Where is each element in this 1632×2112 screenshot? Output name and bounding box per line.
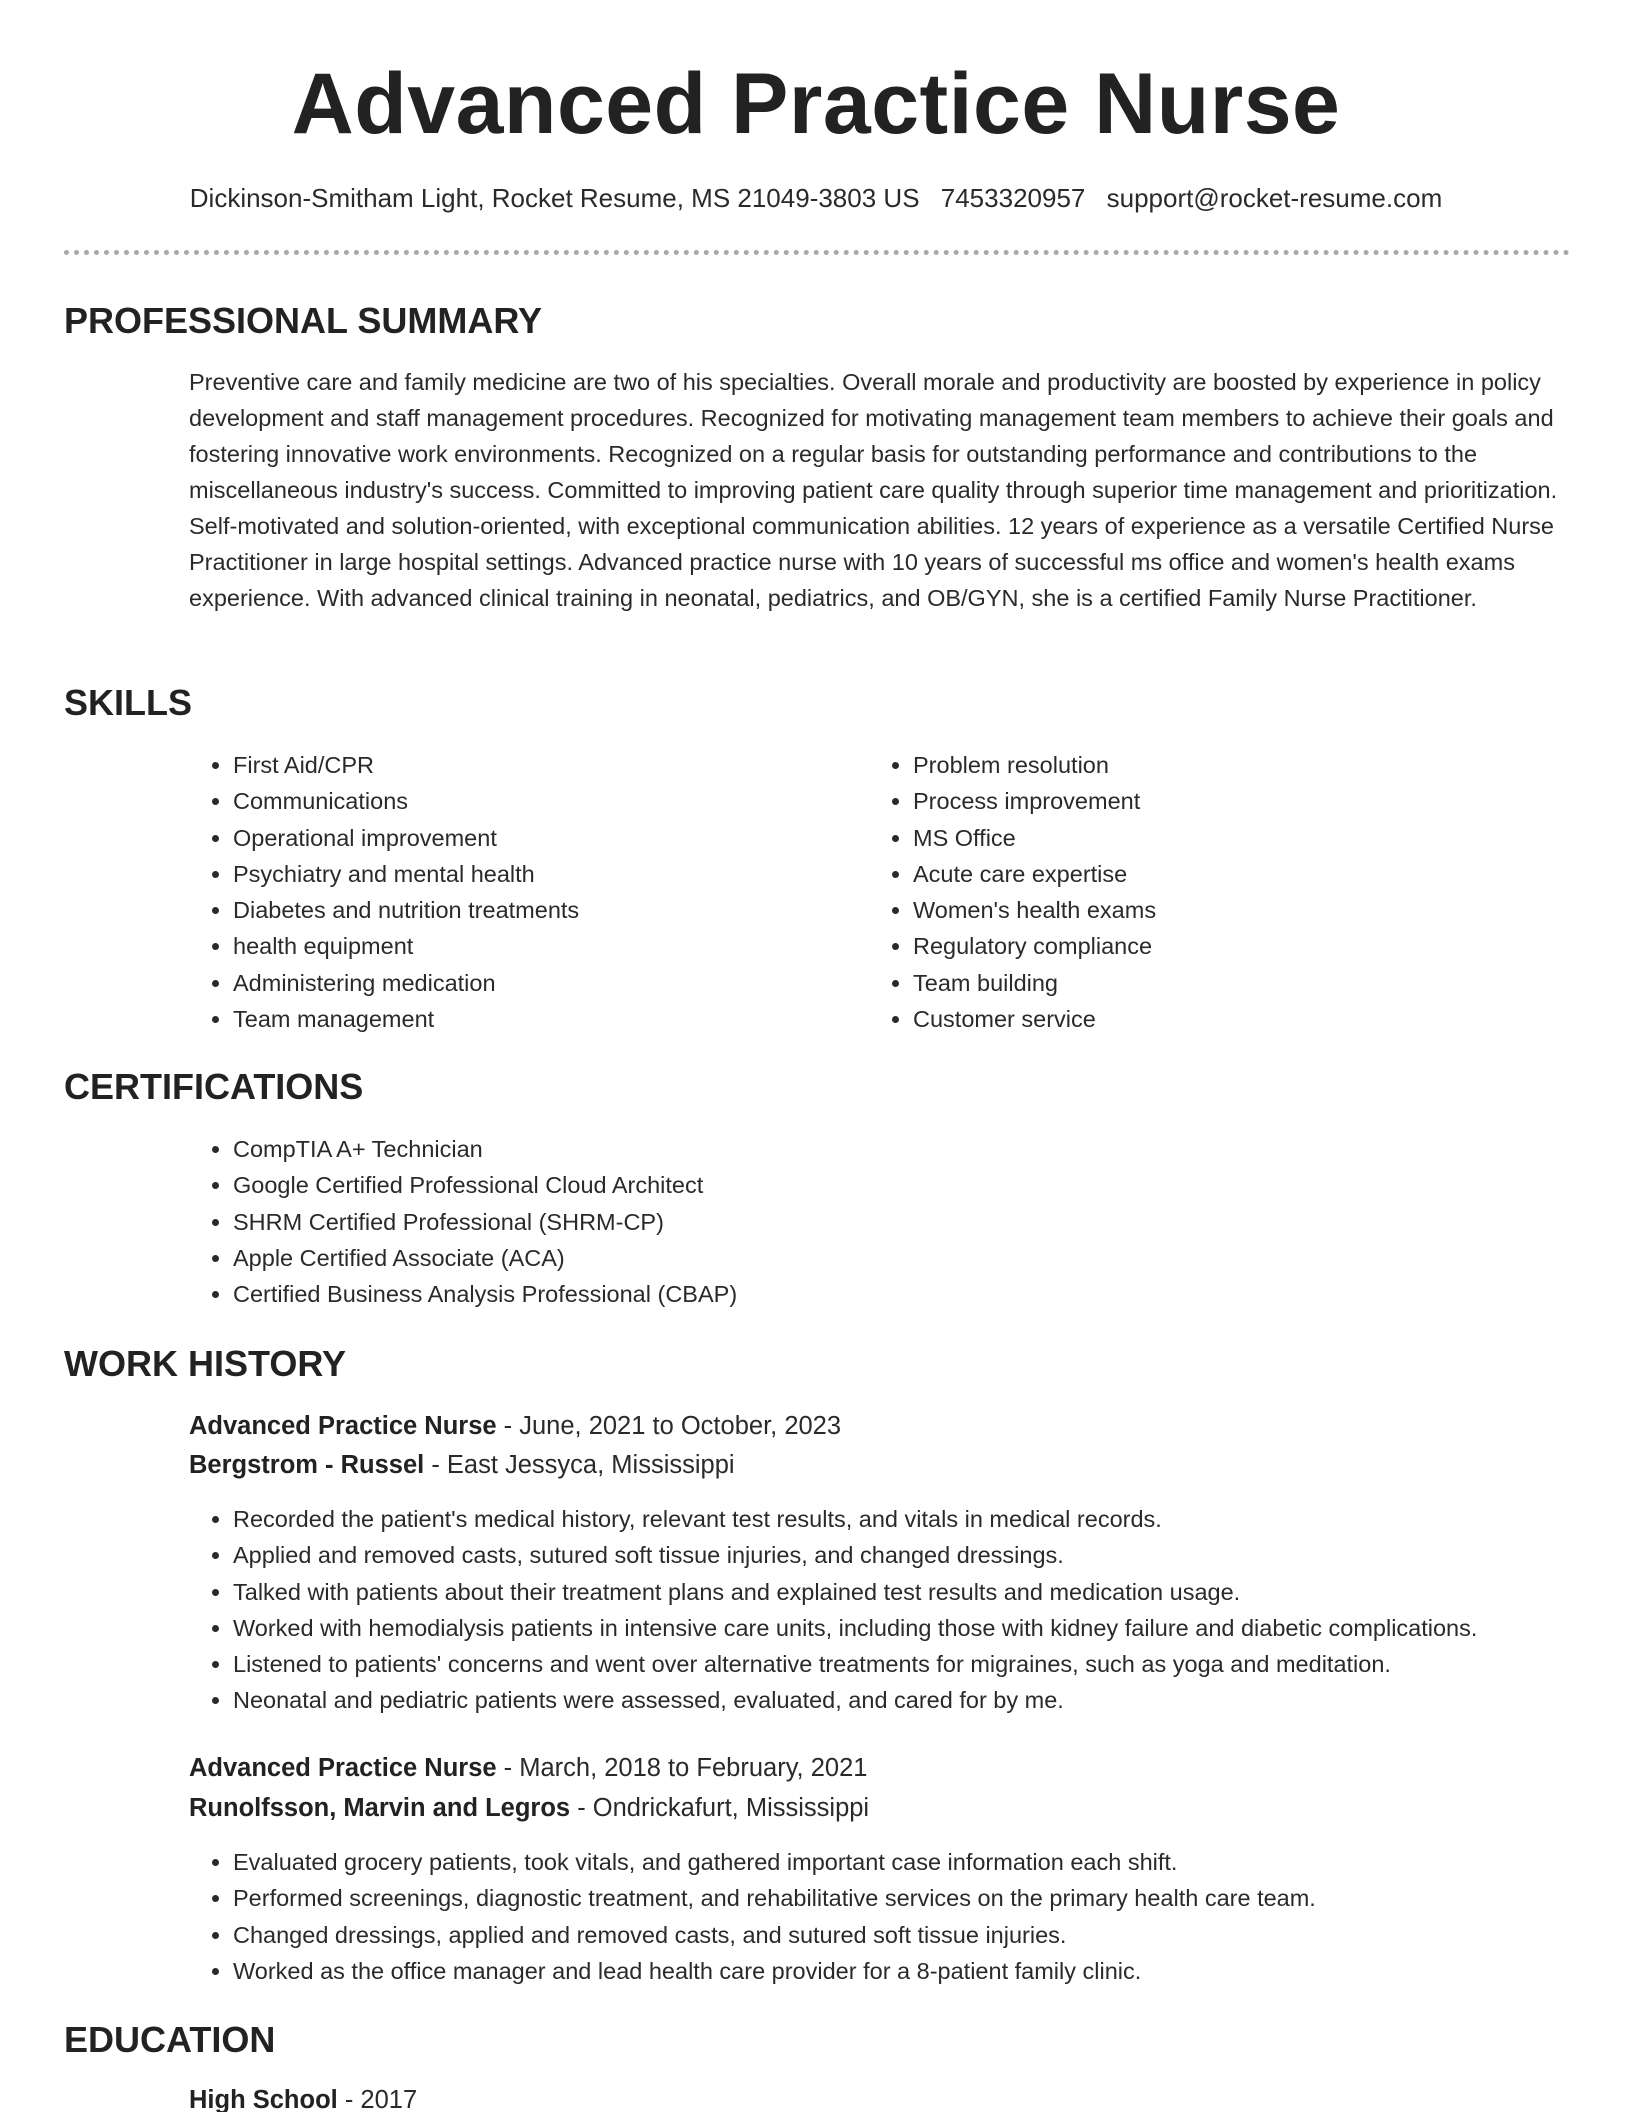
job-2-role: Advanced Practice Nurse	[189, 1754, 497, 1782]
education-year: - 2017	[337, 2086, 418, 2112]
list-item: • Worked with hemodialysis patients in intensive care units, including those with kidney failure and diabetic complications.	[233, 1610, 1632, 1646]
list-item: • Recorded the patient's medical history, relevant test results, and vitals in medical records.	[233, 1501, 1632, 1537]
contact-email[interactable]: support@rocket-resume.com	[1106, 183, 1443, 213]
list-item: • Operational improvement	[233, 820, 853, 856]
job-2-company: Runolfsson, Marvin and Legros	[189, 1794, 571, 1822]
list-item: • Process improvement	[913, 783, 1593, 819]
work-history-heading: WORK HISTORY	[64, 1343, 347, 1384]
contact-address: Dickinson-Smitham Light, Rocket Resume, MS 21049-3803 US	[189, 183, 920, 213]
skills-list-left	[189, 747, 853, 1037]
list-item: • Problem resolution	[913, 747, 1593, 783]
list-item: • Performed screenings, diagnostic treatment, and rehabilitative services on the primary health care team.	[233, 1880, 1632, 1916]
job-1-title-line	[189, 1407, 841, 1445]
job-2-bullets	[189, 1844, 1632, 1989]
job-1-role: Advanced Practice Nurse	[189, 1412, 497, 1440]
list-item: • Customer service	[913, 1001, 1593, 1037]
list-item: • Google Certified Professional Cloud Architect	[233, 1167, 1533, 1203]
list-item: • Communications	[233, 783, 853, 819]
list-item: • Diabetes and nutrition treatments	[233, 892, 853, 928]
list-item: • Certified Business Analysis Professional (CBAP)	[233, 1276, 1533, 1312]
skills-list-right	[869, 747, 1593, 1037]
skills-heading: SKILLS	[64, 682, 193, 723]
job-1-company: Bergstrom - Russel	[189, 1451, 425, 1479]
job-1-dates: - June, 2021 to October, 2023	[496, 1412, 842, 1440]
list-item: • Team management	[233, 1001, 853, 1037]
list-item: • Changed dressings, applied and removed casts, and sutured soft tissue injuries.	[233, 1917, 1632, 1953]
list-item: • Administering medication	[233, 965, 853, 1001]
list-item: • Team building	[913, 965, 1593, 1001]
list-item: • Talked with patients about their treatment plans and explained test results and medication usage.	[233, 1574, 1632, 1610]
list-item: • Regulatory compliance	[913, 928, 1593, 964]
job-2-dates: - March, 2018 to February, 2021	[496, 1754, 868, 1782]
list-item: • Psychiatry and mental health	[233, 856, 853, 892]
contact-line	[0, 180, 1632, 216]
list-item: • health equipment	[233, 928, 853, 964]
education-school: High School	[189, 2086, 338, 2112]
list-item: • Listened to patients' concerns and went over alternative treatments for migraines, such as yoga and meditation.	[233, 1646, 1632, 1682]
job-2-company-line	[189, 1789, 869, 1827]
job-1-company-line	[189, 1446, 735, 1484]
list-item: • Worked as the office manager and lead health care provider for a 8-patient family clinic.	[233, 1953, 1632, 1989]
job-1-location: - East Jessyca, Mississippi	[424, 1451, 735, 1479]
list-item: • CompTIA A+ Technician	[233, 1131, 1533, 1167]
candidate-name: Advanced Practice Nurse	[291, 56, 1341, 152]
list-item: • Neonatal and pediatric patients were assessed, evaluated, and cared for by me.	[233, 1682, 1632, 1718]
job-2-title-line	[189, 1749, 867, 1787]
certifications-list	[189, 1131, 1533, 1312]
job-2-location: - Ondrickafurt, Mississippi	[570, 1794, 870, 1822]
list-item: • MS Office	[913, 820, 1593, 856]
summary-text: Preventive care and family medicine are two of his specialties. Overall morale and productivity are boosted by experience in policy development and staff management procedures. Recognized for motivating management team members to achieve their goals and fostering innovative work environments. Recognized on a regular basis for outstanding performance and contributions to the miscellaneous industry's success. Committed to improving patient care quality through superior time management and prioritization. Self-motivated and solution-oriented, with exceptional communication abilities. 12 years of experience as a versatile Certified Nurse Practitioner in large hospital settings. Advanced practice nurse with 10 years of successful ms office and women's health exams experience. With advanced clinical training in neonatal, pediatrics, and OB/GYN, she is a certified Family Nurse Practitioner.	[189, 369, 1558, 611]
contact-phone: 7453320957	[940, 183, 1086, 213]
list-item: • Acute care expertise	[913, 856, 1593, 892]
list-item: • Apple Certified Associate (ACA)	[233, 1240, 1533, 1276]
list-item: • Applied and removed casts, sutured soft tissue injuries, and changed dressings.	[233, 1537, 1632, 1573]
header-divider	[64, 250, 1570, 255]
summary-heading: PROFESSIONAL SUMMARY	[64, 300, 543, 341]
list-item: • First Aid/CPR	[233, 747, 853, 783]
education-heading: EDUCATION	[64, 2019, 276, 2060]
list-item: • Women's health exams	[913, 892, 1593, 928]
certifications-heading: CERTIFICATIONS	[64, 1066, 364, 1107]
list-item: • Evaluated grocery patients, took vitals, and gathered important case information each shift.	[233, 1844, 1632, 1880]
job-1-bullets	[189, 1501, 1632, 1719]
list-item: • SHRM Certified Professional (SHRM-CP)	[233, 1204, 1533, 1240]
education-entry	[189, 2081, 417, 2112]
